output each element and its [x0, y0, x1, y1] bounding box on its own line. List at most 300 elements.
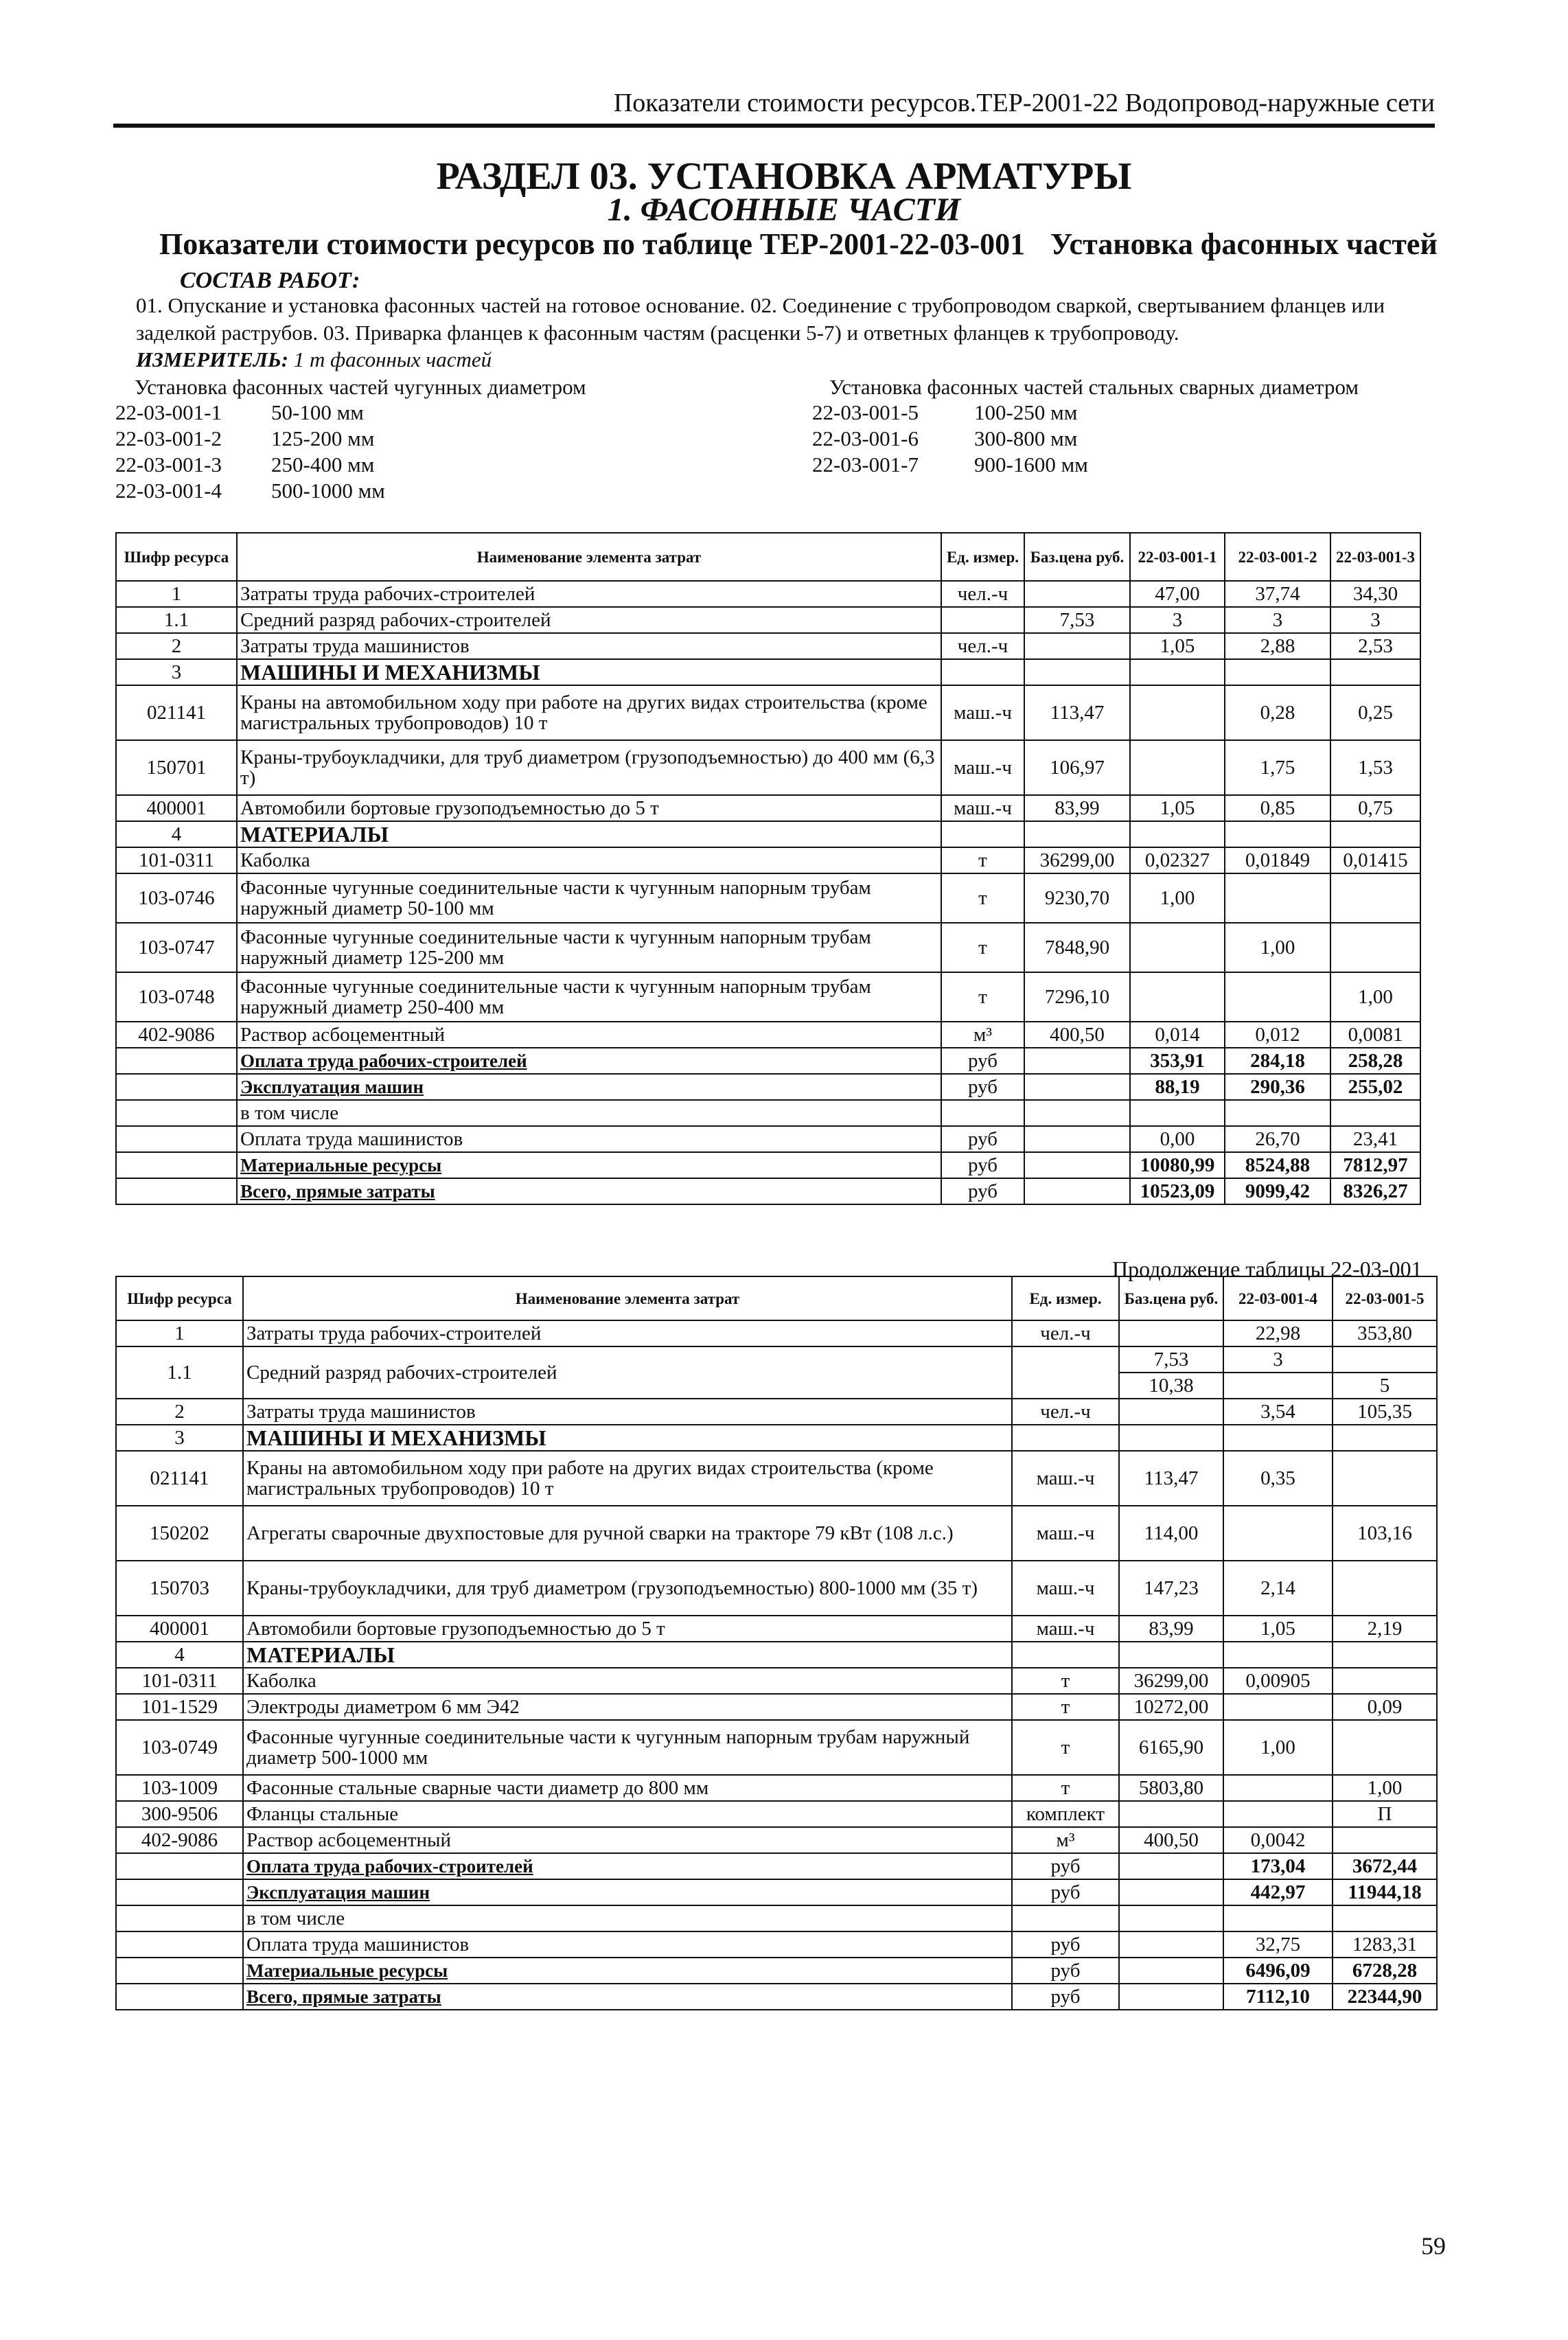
norm-value-cell: 1,75	[1225, 740, 1330, 795]
resource-code-cell	[116, 1984, 243, 2010]
norm-value-cell	[1330, 821, 1420, 847]
norm-value-cell	[1225, 1100, 1330, 1126]
cost-element-name-cell: Фасонные чугунные соединительные части к чугунным напорным трубам наружный диаметр 250-400 мм	[237, 972, 941, 1022]
norm-value-cell: 1,00	[1333, 1775, 1437, 1801]
base-price-cell: 6165,90	[1119, 1720, 1223, 1775]
column-header: Баз.цена руб.	[1119, 1276, 1223, 1320]
unit-cell: маш.-ч	[1012, 1561, 1119, 1616]
cost-element-name-cell: Раствор асбоцементный	[237, 1022, 941, 1048]
base-price-cell	[1024, 1178, 1130, 1204]
norm-value-cell	[1333, 1451, 1437, 1506]
unit-cell	[1012, 1346, 1119, 1399]
base-price-cell: 5803,80	[1119, 1775, 1223, 1801]
norm-value-cell	[1223, 1694, 1333, 1720]
table-row	[116, 1561, 1437, 1616]
table-row	[116, 1074, 1420, 1100]
unit-cell: руб	[1012, 1958, 1119, 1984]
resource-code-cell	[116, 1879, 243, 1905]
base-price-cell: 10272,00	[1119, 1694, 1223, 1720]
cost-element-name-cell: Эксплуатация машин	[243, 1879, 1012, 1905]
base-price-cell	[1119, 1984, 1223, 2010]
norm-value-cell	[1333, 1827, 1437, 1853]
table-row	[116, 1100, 1420, 1126]
unit-cell: т	[941, 847, 1024, 873]
norm-value-cell	[1223, 1642, 1333, 1668]
cost-element-name-cell: Материальные ресурсы	[243, 1958, 1012, 1984]
unit-cell: т	[1012, 1720, 1119, 1775]
unit-cell: чел.-ч	[941, 633, 1024, 659]
base-price-cell: 7,53	[1119, 1346, 1223, 1373]
cost-element-name-cell: МАТЕРИАЛЫ	[237, 821, 941, 847]
norm-value-cell: 284,18	[1225, 1048, 1330, 1074]
table-row	[116, 1616, 1437, 1642]
base-price-cell	[1024, 821, 1130, 847]
base-price-cell	[1119, 1905, 1223, 1931]
norm-value-cell: 442,97	[1223, 1879, 1333, 1905]
norm-value-cell: 5	[1333, 1373, 1437, 1399]
base-price-cell: 36299,00	[1024, 847, 1130, 873]
norm-value-cell	[1333, 1425, 1437, 1451]
norm-value-cell	[1225, 873, 1330, 923]
resource-code-cell: 103-0749	[116, 1720, 243, 1775]
section-title: РАЗДЕЛ 03. УСТАНОВКА АРМАТУРЫ	[436, 155, 1132, 198]
base-price-cell	[1119, 1425, 1223, 1451]
resource-code-cell: 1	[116, 1320, 243, 1346]
norm-value-cell	[1223, 1373, 1333, 1399]
resource-code-cell: 400001	[116, 1616, 243, 1642]
table-title: Показатели стоимости ресурсов по таблице ТЕР-2001-22-03-001	[159, 227, 1026, 261]
norm-value-cell: 105,35	[1333, 1399, 1437, 1425]
table-row	[116, 1801, 1437, 1827]
column-header: Шифр ресурса	[116, 533, 237, 581]
unit-cell: т	[941, 873, 1024, 923]
norm-value-cell: 2,88	[1225, 633, 1330, 659]
column-header: 22-03-001-1	[1130, 533, 1225, 581]
cost-element-name-cell: Оплата труда машинистов	[243, 1931, 1012, 1958]
table-row	[116, 923, 1420, 972]
norm-value-cell	[1130, 659, 1225, 685]
table-row	[116, 1931, 1437, 1958]
resource-code-cell: 150701	[116, 740, 237, 795]
table-row	[116, 1152, 1420, 1178]
norm-value-cell: 0,00905	[1223, 1668, 1333, 1694]
base-price-cell	[1119, 1931, 1223, 1958]
norm-value-cell: 37,74	[1225, 581, 1330, 607]
norm-value-cell: 6728,28	[1333, 1958, 1437, 1984]
table-row	[116, 659, 1420, 685]
unit-cell	[1012, 1642, 1119, 1668]
resource-code-cell: 402-9086	[116, 1827, 243, 1853]
norm-value-cell: 47,00	[1130, 581, 1225, 607]
table-row	[116, 847, 1420, 873]
column-header: Ед. измер.	[941, 533, 1024, 581]
column-header: 22-03-001-4	[1223, 1276, 1333, 1320]
base-price-cell: 7,53	[1024, 607, 1130, 633]
resource-code-cell: 021141	[116, 1451, 243, 1506]
norm-value-cell: 1,00	[1330, 972, 1420, 1022]
base-price-cell: 113,47	[1024, 685, 1130, 740]
norm-value-cell: 173,04	[1223, 1853, 1333, 1879]
norm-value-cell: 3	[1330, 607, 1420, 633]
norm-value-cell	[1225, 972, 1330, 1022]
column-header: Ед. измер.	[1012, 1276, 1119, 1320]
base-price-cell	[1119, 1642, 1223, 1668]
resource-code-cell	[116, 1074, 237, 1100]
cost-element-name-cell: Затраты труда машинистов	[243, 1399, 1012, 1425]
resource-code-cell	[116, 1931, 243, 1958]
resource-code-cell: 3	[116, 659, 237, 685]
norm-value-cell	[1225, 821, 1330, 847]
cost-element-name-cell: МАШИНЫ И МЕХАНИЗМЫ	[243, 1425, 1012, 1451]
table-row	[116, 1958, 1437, 1984]
table-row	[116, 1879, 1437, 1905]
pricing-code: 22-03-001-7	[812, 452, 919, 477]
cost-element-name-cell: Автомобили бортовые грузоподъемностью до 5 т	[237, 795, 941, 821]
norm-value-cell: 1,05	[1223, 1616, 1333, 1642]
base-price-cell	[1119, 1853, 1223, 1879]
column-header: Шифр ресурса	[116, 1276, 243, 1320]
norm-value-cell: 34,30	[1330, 581, 1420, 607]
norm-value-cell: 10523,09	[1130, 1178, 1225, 1204]
resource-code-cell: 300-9506	[116, 1801, 243, 1827]
base-price-cell: 9230,70	[1024, 873, 1130, 923]
norm-value-cell: 0,09	[1333, 1694, 1437, 1720]
norm-value-cell: 1,00	[1225, 923, 1330, 972]
cost-element-name-cell: Всего, прямые затраты	[237, 1178, 941, 1204]
table-row	[116, 1048, 1420, 1074]
cost-element-name-cell: Средний разряд рабочих-строителей	[243, 1346, 1012, 1399]
cost-element-name-cell: Фасонные чугунные соединительные части к чугунным напорным трубам наружный диаметр 125-200 мм	[237, 923, 941, 972]
norm-value-cell	[1223, 1425, 1333, 1451]
resource-code-cell: 4	[116, 1642, 243, 1668]
resource-code-cell: 150703	[116, 1561, 243, 1616]
norm-value-cell	[1333, 1720, 1437, 1775]
pricing-range: 50-100 мм	[271, 400, 364, 424]
resource-code-cell: 400001	[116, 795, 237, 821]
unit-cell: руб	[1012, 1879, 1119, 1905]
table-row	[116, 1905, 1437, 1931]
resource-code-cell: 1.1	[116, 607, 237, 633]
unit-cell: руб	[941, 1074, 1024, 1100]
resource-code-cell	[116, 1152, 237, 1178]
norm-value-cell	[1223, 1801, 1333, 1827]
norm-value-cell: 353,91	[1130, 1048, 1225, 1074]
unit-cell: руб	[1012, 1984, 1119, 2010]
norm-value-cell	[1333, 1905, 1437, 1931]
cost-element-name-cell: Оплата труда рабочих-строителей	[243, 1853, 1012, 1879]
norm-value-cell: 8326,27	[1330, 1178, 1420, 1204]
measure-line	[136, 347, 492, 372]
unit-cell: маш.-ч	[941, 685, 1024, 740]
table-row	[116, 1425, 1437, 1451]
norm-value-cell	[1223, 1775, 1333, 1801]
norm-value-cell: 1283,31	[1333, 1931, 1437, 1958]
unit-cell: м³	[1012, 1827, 1119, 1853]
norm-value-cell: 3672,44	[1333, 1853, 1437, 1879]
unit-cell	[941, 659, 1024, 685]
resource-code-cell: 1.1	[116, 1346, 243, 1399]
table-row	[116, 1720, 1437, 1775]
pricing-item	[812, 426, 1077, 451]
norm-value-cell: 0,35	[1223, 1451, 1333, 1506]
unit-cell: т	[1012, 1775, 1119, 1801]
table-row	[116, 581, 1420, 607]
unit-cell	[941, 821, 1024, 847]
cost-element-name-cell: Материальные ресурсы	[237, 1152, 941, 1178]
pricing-item	[812, 452, 1088, 477]
unit-cell	[941, 1100, 1024, 1126]
cost-element-name-cell: Агрегаты сварочные двухпостовые для ручной сварки на тракторе 79 кВт (108 л.с.)	[243, 1506, 1012, 1561]
base-price-cell: 83,99	[1024, 795, 1130, 821]
norm-value-cell	[1330, 923, 1420, 972]
table-row	[116, 821, 1420, 847]
composition-text: 01. Опускание и установка фасонных частей на готовое основание. 02. Соединение с трубопроводом сваркой, свертыванием фланцев или заделкой раструбов. 03. Приварка фланцев к фасонным частям (расценки 5-7) и ответных фланцев к трубопроводу.	[136, 293, 1385, 345]
cost-element-name-cell: Всего, прямые затраты	[243, 1984, 1012, 2010]
norm-value-cell: 3,54	[1223, 1399, 1333, 1425]
unit-cell: чел.-ч	[1012, 1320, 1119, 1346]
table-row	[116, 1126, 1420, 1152]
column-header: 22-03-001-3	[1330, 533, 1420, 581]
cost-element-name-cell: Оплата труда машинистов	[237, 1126, 941, 1152]
unit-cell: чел.-ч	[941, 581, 1024, 607]
norm-value-cell: 255,02	[1330, 1074, 1420, 1100]
column-header: Баз.цена руб.	[1024, 533, 1130, 581]
resource-code-cell	[116, 1905, 243, 1931]
unit-cell: комплект	[1012, 1801, 1119, 1827]
norm-value-cell: 9099,42	[1225, 1178, 1330, 1204]
pricing-item	[115, 479, 385, 503]
resource-code-cell: 3	[116, 1425, 243, 1451]
table-row	[116, 1178, 1420, 1204]
norm-value-cell: 0,014	[1130, 1022, 1225, 1048]
pricing-code: 22-03-001-2	[115, 426, 222, 450]
norm-value-cell: 22,98	[1223, 1320, 1333, 1346]
norm-value-cell	[1333, 1668, 1437, 1694]
base-price-cell: 10,38	[1119, 1373, 1223, 1399]
norm-value-cell: 10080,99	[1130, 1152, 1225, 1178]
resource-code-cell	[116, 1178, 237, 1204]
unit-cell	[1012, 1425, 1119, 1451]
norm-value-cell: 88,19	[1130, 1074, 1225, 1100]
resource-code-cell: 1	[116, 581, 237, 607]
norm-value-cell	[1333, 1642, 1437, 1668]
resource-code-cell: 4	[116, 821, 237, 847]
table-row	[116, 1668, 1437, 1694]
pricing-code: 22-03-001-5	[812, 400, 919, 424]
cost-element-name-cell: Краны на автомобильном ходу при работе на других видах строительства (кроме магистральных трубопроводов) 10 т	[237, 685, 941, 740]
norm-value-cell	[1223, 1905, 1333, 1931]
norm-value-cell: 23,41	[1330, 1126, 1420, 1152]
table-row	[116, 1694, 1437, 1720]
norm-value-cell	[1130, 1100, 1225, 1126]
pricing-code: 22-03-001-6	[812, 426, 919, 450]
unit-cell: т	[941, 923, 1024, 972]
base-price-cell: 400,50	[1024, 1022, 1130, 1048]
norm-value-cell: 11944,18	[1333, 1879, 1437, 1905]
cost-element-name-cell: Фасонные чугунные соединительные части к чугунным напорным трубам наружный диаметр 500-1000 мм	[243, 1720, 1012, 1775]
norm-value-cell	[1130, 821, 1225, 847]
base-price-cell: 7296,10	[1024, 972, 1130, 1022]
norm-value-cell: 2,53	[1330, 633, 1420, 659]
resource-code-cell	[116, 1048, 237, 1074]
table-row	[116, 740, 1420, 795]
cost-element-name-cell: Краны-трубоукладчики, для труб диаметром (грузоподъемностью) 800-1000 мм (35 т)	[243, 1561, 1012, 1616]
resource-code-cell: 103-0747	[116, 923, 237, 972]
norm-value-cell: 7112,10	[1223, 1984, 1333, 2010]
norm-value-cell: 0,75	[1330, 795, 1420, 821]
norm-value-cell: 22344,90	[1333, 1984, 1437, 2010]
unit-cell: м³	[941, 1022, 1024, 1048]
cost-element-name-cell: Фасонные чугунные соединительные части к чугунным напорным трубам наружный диаметр 50-100 мм	[237, 873, 941, 923]
norm-value-cell: П	[1333, 1801, 1437, 1827]
norm-value-cell: 0,02327	[1130, 847, 1225, 873]
norm-value-cell: 3	[1223, 1346, 1333, 1373]
norm-value-cell: 0,01415	[1330, 847, 1420, 873]
cost-element-name-cell: Затраты труда рабочих-строителей	[243, 1320, 1012, 1346]
table-row	[116, 1399, 1437, 1425]
resource-code-cell: 103-0746	[116, 873, 237, 923]
cost-element-name-cell: Фланцы стальные	[243, 1801, 1012, 1827]
norm-value-cell	[1130, 685, 1225, 740]
unit-cell: руб	[941, 1152, 1024, 1178]
norm-value-cell	[1130, 972, 1225, 1022]
cost-element-name-cell: в том числе	[237, 1100, 941, 1126]
resource-code-cell: 402-9086	[116, 1022, 237, 1048]
resource-table-2	[115, 1276, 1438, 2010]
pricing-range: 300-800 мм	[974, 426, 1078, 450]
norm-value-cell: 1,53	[1330, 740, 1420, 795]
table-row	[116, 1346, 1437, 1373]
unit-cell: руб	[941, 1126, 1024, 1152]
base-price-cell	[1024, 1152, 1130, 1178]
table-description: Установка фасонных частей	[1050, 227, 1438, 261]
table-row	[116, 633, 1420, 659]
cost-element-name-cell: в том числе	[243, 1905, 1012, 1931]
table-row	[116, 685, 1420, 740]
norm-value-cell: 1,05	[1130, 633, 1225, 659]
base-price-cell	[1024, 1100, 1130, 1126]
base-price-cell	[1024, 1048, 1130, 1074]
base-price-cell	[1024, 1074, 1130, 1100]
unit-cell	[941, 607, 1024, 633]
norm-value-cell: 0,01849	[1225, 847, 1330, 873]
cost-element-name-cell: Затраты труда машинистов	[237, 633, 941, 659]
unit-cell	[1012, 1905, 1119, 1931]
running-header	[113, 81, 1435, 128]
cost-element-name-cell: Затраты труда рабочих-строителей	[237, 581, 941, 607]
norm-value-cell	[1330, 1100, 1420, 1126]
measure-label: ИЗМЕРИТЕЛЬ:	[136, 347, 289, 371]
measure-value: 1 т фасонных частей	[293, 347, 492, 371]
norm-value-cell: 103,16	[1333, 1506, 1437, 1561]
table-row	[116, 1506, 1437, 1561]
column-header: Наименование элемента затрат	[243, 1276, 1012, 1320]
base-price-cell	[1024, 1126, 1130, 1152]
pricing-range: 900-1600 мм	[974, 452, 1088, 477]
table-row	[116, 972, 1420, 1022]
resource-code-cell	[116, 1853, 243, 1879]
pricing-range: 100-250 мм	[974, 400, 1078, 424]
cost-element-name-cell: МАШИНЫ И МЕХАНИЗМЫ	[237, 659, 941, 685]
norm-value-cell: 0,0042	[1223, 1827, 1333, 1853]
base-price-cell	[1119, 1879, 1223, 1905]
resource-code-cell	[116, 1126, 237, 1152]
resource-code-cell: 103-1009	[116, 1775, 243, 1801]
cost-element-name-cell: Эксплуатация машин	[237, 1074, 941, 1100]
norm-value-cell: 1,05	[1130, 795, 1225, 821]
unit-cell: руб	[941, 1048, 1024, 1074]
base-price-cell: 7848,90	[1024, 923, 1130, 972]
running-header-title: Показатели стоимости ресурсов.ТЕР-2001-22 Водопровод-наружные сети	[613, 89, 1435, 117]
norm-value-cell: 6496,09	[1223, 1958, 1333, 1984]
continuation-label: Продолжение таблицы 22-03-001	[1112, 1257, 1422, 1281]
column-header: 22-03-001-5	[1333, 1276, 1437, 1320]
norm-value-cell	[1333, 1561, 1437, 1616]
table-row	[116, 1775, 1437, 1801]
resource-code-cell: 021141	[116, 685, 237, 740]
column-header: 22-03-001-2	[1225, 533, 1330, 581]
unit-cell: маш.-ч	[1012, 1451, 1119, 1506]
resource-code-cell	[116, 1958, 243, 1984]
resource-code-cell: 103-0748	[116, 972, 237, 1022]
norm-value-cell	[1330, 873, 1420, 923]
norm-value-cell	[1130, 740, 1225, 795]
unit-cell: руб	[1012, 1853, 1119, 1879]
norm-value-cell: 0,85	[1225, 795, 1330, 821]
table-row	[116, 1984, 1437, 2010]
unit-cell: руб	[941, 1178, 1024, 1204]
pricing-code: 22-03-001-1	[115, 400, 222, 424]
table-row	[116, 1320, 1437, 1346]
cost-element-name-cell: Краны-трубоукладчики, для труб диаметром (грузоподъемностью) до 400 мм (6,3 т)	[237, 740, 941, 795]
resource-code-cell: 150202	[116, 1506, 243, 1561]
table-row	[116, 795, 1420, 821]
norm-value-cell: 8524,88	[1225, 1152, 1330, 1178]
subsection-title: 1. ФАСОННЫЕ ЧАСТИ	[607, 192, 961, 228]
norm-value-cell: 1,00	[1223, 1720, 1333, 1775]
cost-element-name-cell: Фасонные стальные сварные части диаметр до 800 мм	[243, 1775, 1012, 1801]
norm-value-cell: 7812,97	[1330, 1152, 1420, 1178]
pricing-range: 500-1000 мм	[271, 479, 385, 503]
norm-value-cell	[1333, 1346, 1437, 1373]
norm-value-cell	[1130, 923, 1225, 972]
pricing-item	[812, 400, 1077, 425]
norm-value-cell: 0,0081	[1330, 1022, 1420, 1048]
norm-value-cell: 258,28	[1330, 1048, 1420, 1074]
cost-element-name-cell: МАТЕРИАЛЫ	[243, 1642, 1012, 1668]
table-row	[116, 1451, 1437, 1506]
resource-code-cell: 101-0311	[116, 847, 237, 873]
unit-cell: маш.-ч	[1012, 1616, 1119, 1642]
norm-value-cell: 0,00	[1130, 1126, 1225, 1152]
base-price-cell: 106,97	[1024, 740, 1130, 795]
norm-value-cell	[1225, 659, 1330, 685]
steel-pricings-heading: Установка фасонных частей стальных сварных диаметром	[829, 375, 1359, 399]
pricing-item	[115, 426, 374, 451]
base-price-cell: 113,47	[1119, 1451, 1223, 1506]
pricing-code: 22-03-001-4	[115, 479, 222, 503]
unit-cell: чел.-ч	[1012, 1399, 1119, 1425]
pricing-item	[115, 400, 364, 425]
base-price-cell	[1119, 1801, 1223, 1827]
norm-value-cell: 32,75	[1223, 1931, 1333, 1958]
norm-value-cell: 3	[1130, 607, 1225, 633]
cost-element-name-cell: Краны на автомобильном ходу при работе на других видах строительства (кроме магистральных трубопроводов) 10 т	[243, 1451, 1012, 1506]
unit-cell: т	[1012, 1668, 1119, 1694]
base-price-cell: 83,99	[1119, 1616, 1223, 1642]
table-row	[116, 1853, 1437, 1879]
norm-value-cell: 3	[1225, 607, 1330, 633]
